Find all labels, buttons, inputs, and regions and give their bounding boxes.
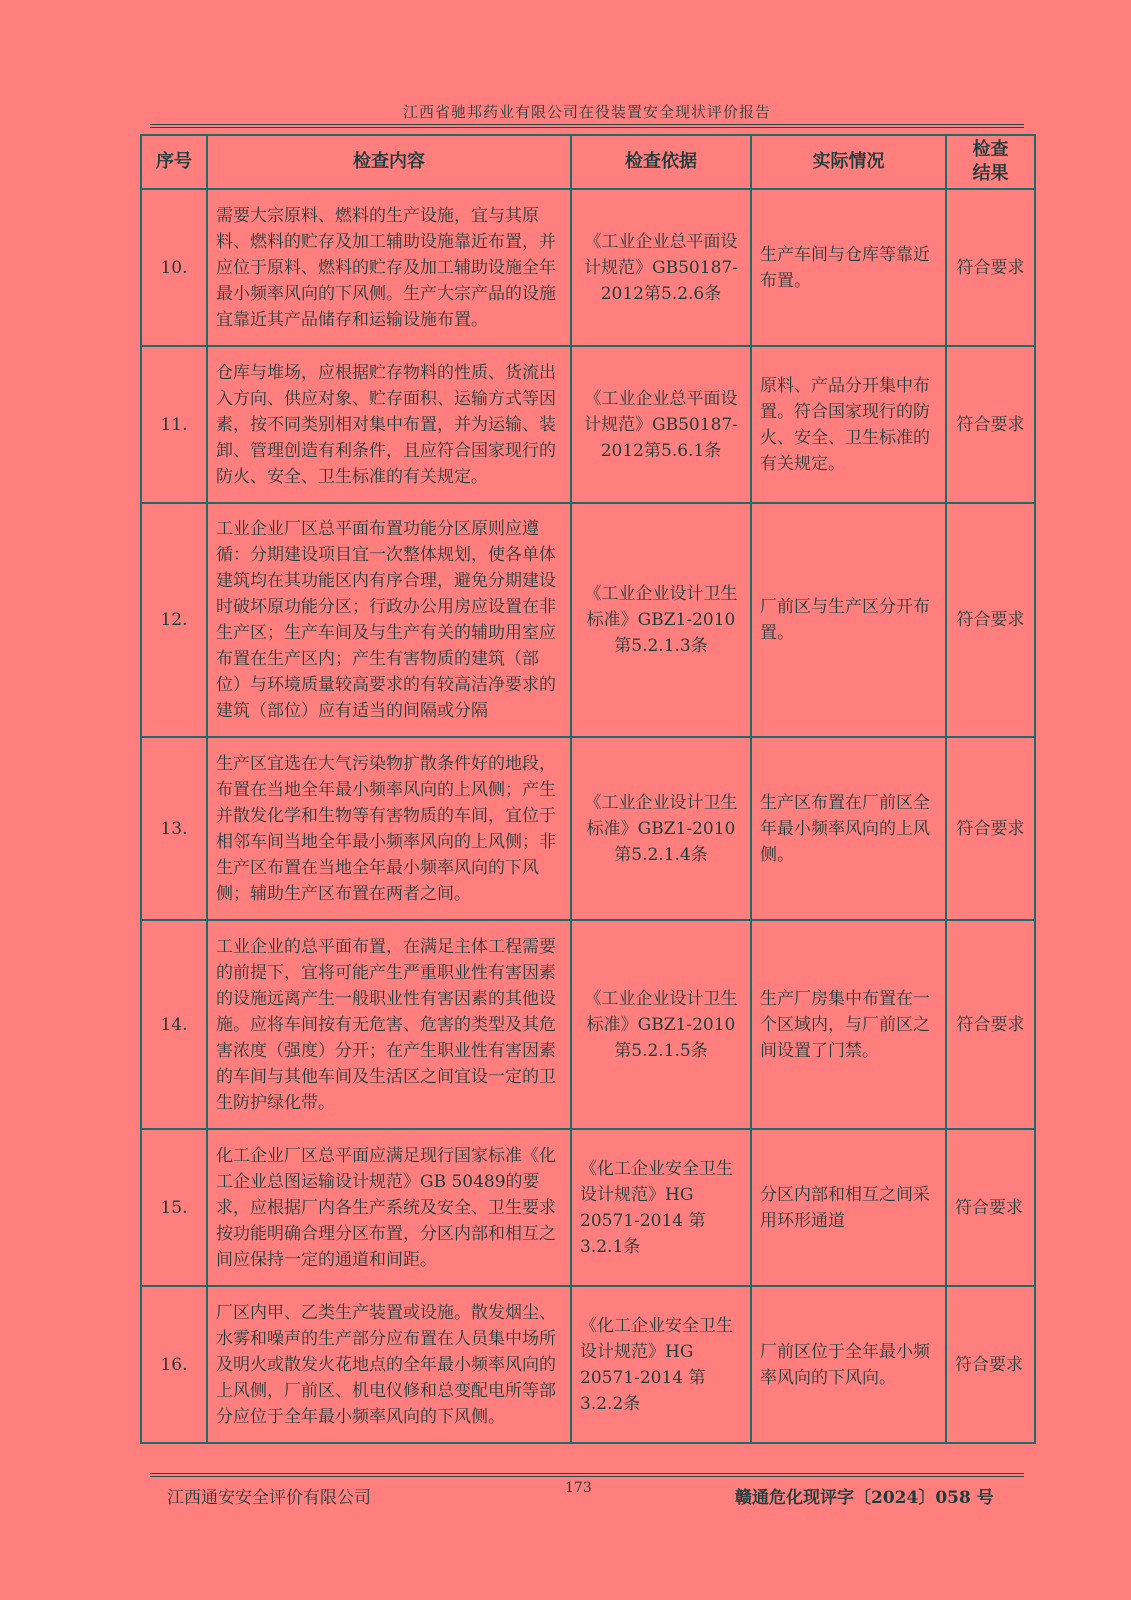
table-row	[141, 503, 1035, 737]
row-basis: 《化工企业安全卫生设计规范》HG 20571-2014 第3.2.2条	[571, 1286, 751, 1443]
row-basis: 《工业企业总平面设计规范》GB50187-2012第5.2.6条	[571, 189, 751, 346]
row-result: 符合要求	[946, 737, 1035, 920]
row-basis: 《工业企业设计卫生标准》GBZ1-2010第5.2.1.5条	[571, 920, 751, 1129]
row-result: 符合要求	[946, 1286, 1035, 1443]
row-content: 化工企业厂区总平面应满足现行国家标准《化工企业总图运输设计规范》GB 50489的要求，应根据厂内各生产系统及安全、卫生要求按功能明确合理分区布置，分区内部和相互之间应保持一定的通道和间距。	[207, 1129, 571, 1286]
row-actual: 厂前区与生产区分开布置。	[751, 503, 946, 737]
row-basis: 《化工企业安全卫生设计规范》HG 20571-2014 第3.2.1条	[571, 1129, 751, 1286]
row-actual: 生产厂房集中布置在一个区域内，与厂前区之间设置了门禁。	[751, 920, 946, 1129]
row-basis: 《工业企业设计卫生标准》GBZ1-2010第5.2.1.4条	[571, 737, 751, 920]
row-no: 12.	[141, 503, 207, 737]
row-content: 生产区宜选在大气污染物扩散条件好的地段，布置在当地全年最小频率风向的上风侧；产生并散发化学和生物等有害物质的车间，宜位于相邻车间当地全年最小频率风向的上风侧；非生产区布置在当地全年最小频率风向的下风侧；辅助生产区布置在两者之间。	[207, 737, 571, 920]
row-no: 14.	[141, 920, 207, 1129]
row-no: 13.	[141, 737, 207, 920]
table-row	[141, 189, 1035, 346]
row-actual: 生产区布置在厂前区全年最小频率风向的上风侧。	[751, 737, 946, 920]
footer-company: 江西通安安全评价有限公司	[167, 1488, 371, 1508]
row-content: 厂区内甲、乙类生产装置或设施。散发烟尘、水雾和噪声的生产部分应布置在人员集中场所及明火或散发火花地点的全年最小频率风向的上风侧，厂前区、机电仪修和总变配电所等部分应位于全年最小频率风向的下风侧。	[207, 1286, 571, 1443]
row-content: 工业企业厂区总平面布置功能分区原则应遵循：分期建设项目宜一次整体规划，使各单体建筑均在其功能区内有序合理，避免分期建设时破坏原功能分区；行政办公用房应设置在非生产区；生产车间及与生产有关的辅助用室应布置在生产区内；产生有害物质的建筑（部位）与环境质量较高要求的有较高洁净要求的建筑（部位）应有适当的间隔或分隔	[207, 503, 571, 737]
report-header-title: 江西省驰邦药业有限公司在役装置安全现状评价报告	[402, 103, 771, 121]
row-no: 11.	[141, 346, 207, 503]
table-row	[141, 346, 1035, 503]
row-content: 仓库与堆场，应根据贮存物料的性质、货流出入方向、供应对象、贮存面积、运输方式等因素，按不同类别相对集中布置，并为运输、装卸、管理创造有利条件，且应符合国家现行的防火、安全、卫生标准的有关规定。	[207, 346, 571, 503]
row-result: 符合要求	[946, 346, 1035, 503]
row-basis: 《工业企业总平面设计规范》GB50187-2012第5.6.1条	[571, 346, 751, 503]
row-no: 15.	[141, 1129, 207, 1286]
header-actual: 实际情况	[751, 135, 946, 189]
row-result: 符合要求	[946, 189, 1035, 346]
header-result-line2: 结果	[972, 163, 1009, 184]
table-row	[141, 1129, 1035, 1286]
table-header-row	[141, 135, 1035, 189]
header-no: 序号	[141, 135, 207, 189]
row-actual: 厂前区位于全年最小频率风向的下风向。	[751, 1286, 946, 1443]
table-row	[141, 920, 1035, 1129]
header-content: 检查内容	[207, 135, 571, 189]
row-result: 符合要求	[946, 1129, 1035, 1286]
row-basis: 《工业企业设计卫生标准》GBZ1-2010第5.2.1.3条	[571, 503, 751, 737]
footer-doc-number: 赣通危化现评字〔2024〕058 号	[735, 1488, 994, 1508]
row-content: 工业企业的总平面布置，在满足主体工程需要的前提下，宜将可能产生严重职业性有害因素的设施远离产生一般职业性有害因素的其他设施。应将车间按有无危害、危害的类型及其危害浓度（强度）分开；在产生职业性有害因素的车间与其他车间及生活区之间宜设一定的卫生防护绿化带。	[207, 920, 571, 1129]
header-result-line1: 检查	[972, 139, 1009, 160]
row-actual: 生产车间与仓库等靠近布置。	[751, 189, 946, 346]
row-actual: 分区内部和相互之间采用环形通道	[751, 1129, 946, 1286]
table-row	[141, 737, 1035, 920]
table-row	[141, 1286, 1035, 1443]
row-result: 符合要求	[946, 920, 1035, 1129]
header-basis: 检查依据	[571, 135, 751, 189]
row-actual: 原料、产品分开集中布置。符合国家现行的防火、安全、卫生标准的有关规定。	[751, 346, 946, 503]
page-number: 173	[565, 1480, 592, 1496]
header-result	[946, 135, 1035, 189]
row-result: 符合要求	[946, 503, 1035, 737]
row-content: 需要大宗原料、燃料的生产设施，宜与其原料、燃料的贮存及加工辅助设施靠近布置，并应位于原料、燃料的贮存及加工辅助设施全年最小频率风向的下风侧。生产大宗产品的设施宜靠近其产品储存和运输设施布置。	[207, 189, 571, 346]
footer-rule	[150, 1473, 1024, 1477]
row-no: 10.	[141, 189, 207, 346]
row-no: 16.	[141, 1286, 207, 1443]
inspection-table	[140, 134, 1036, 1444]
header-rule	[150, 124, 1024, 128]
